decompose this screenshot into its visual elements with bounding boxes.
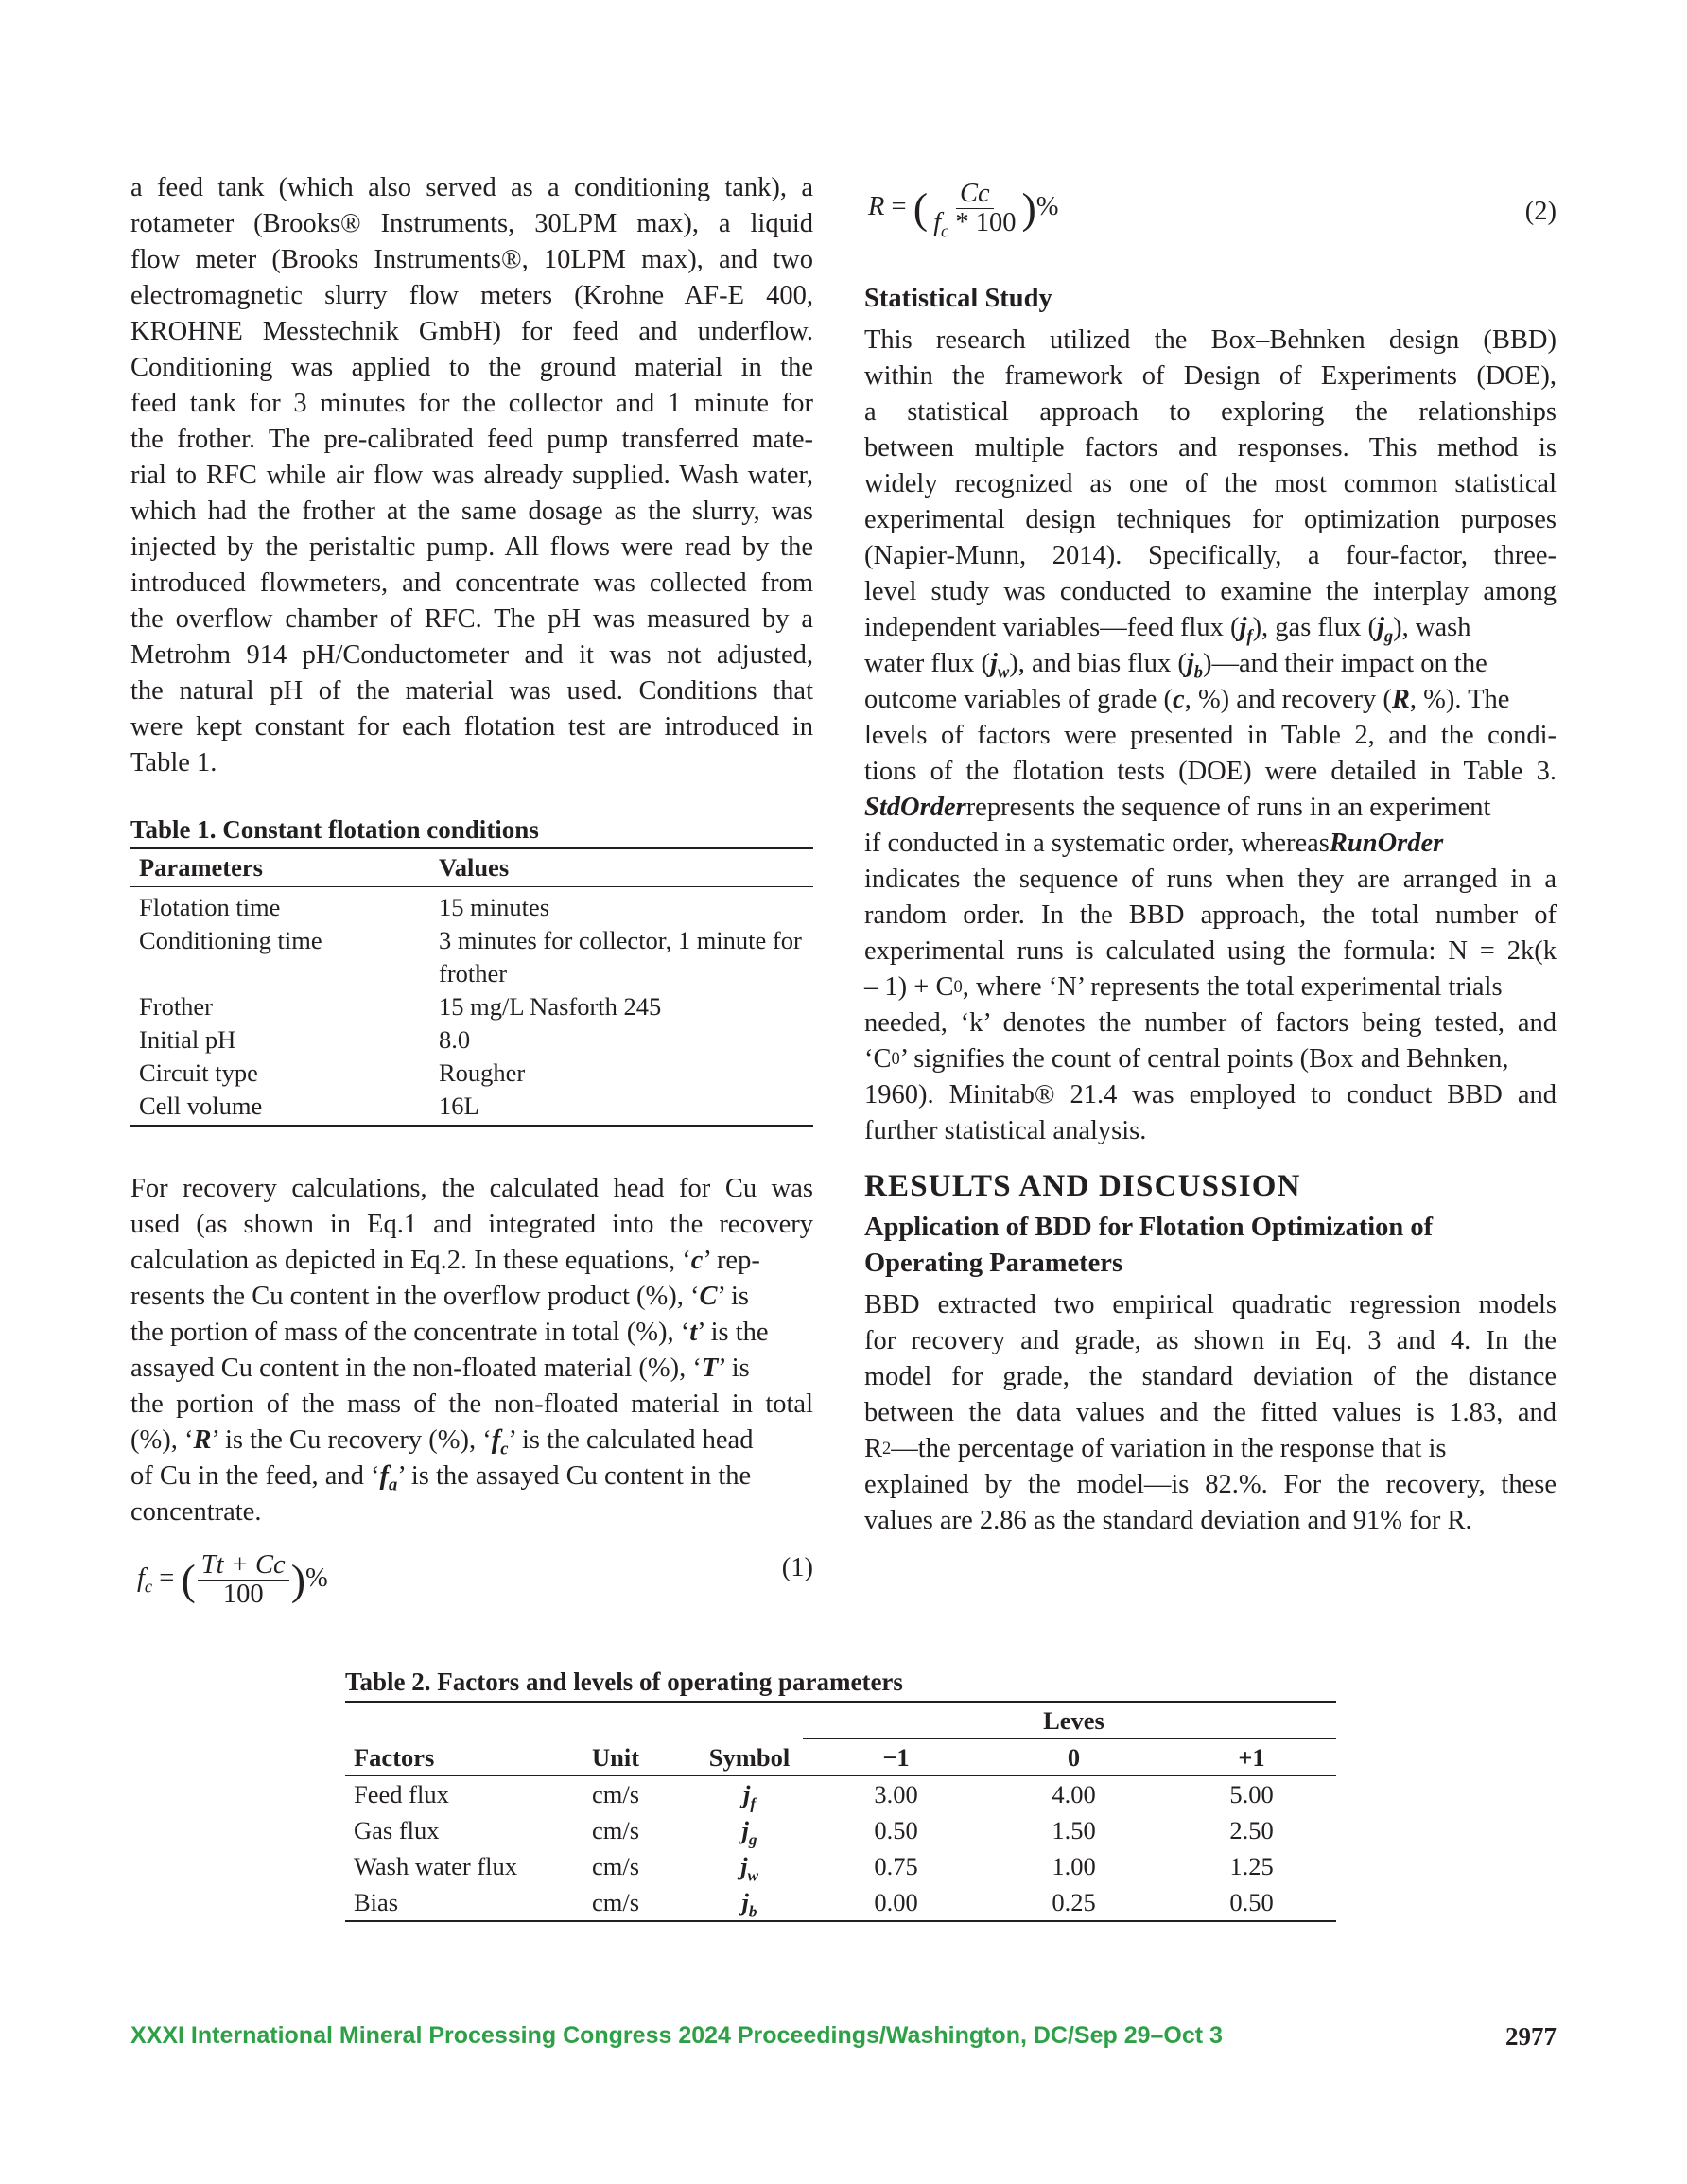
- table-cell: Rougher: [439, 1058, 526, 1087]
- table-cell: 15 minutes: [439, 893, 550, 921]
- table-cell: $j_w$: [740, 1852, 758, 1885]
- text-line: within the framework of Design of Experiments (DOE),: [864, 361, 1557, 391]
- text-span: assayed Cu content in the non-floated material (%), ‘: [130, 1354, 702, 1384]
- table-header-cell: Symbol: [687, 1739, 803, 1776]
- text-line: used (as shown in Eq.1 and integrated into the recovery: [130, 1210, 813, 1239]
- term: StdOrder: [864, 793, 966, 823]
- text-span: resents the Cu content in the overflow product (%), ‘: [130, 1282, 700, 1312]
- text-line: feed tank for 3 minutes for the collector and 1 minute for: [130, 389, 813, 418]
- table-header-cell: Unit: [583, 1739, 687, 1776]
- table-cell: [583, 1702, 687, 1739]
- text-span: calculation as depicted in Eq.2. In these equations, ‘: [130, 1246, 691, 1276]
- table-cell: 3.00: [874, 1780, 918, 1808]
- text-span: ’ is: [718, 1354, 750, 1384]
- table-cell: Frother: [139, 992, 214, 1021]
- text-line: [130, 1279, 813, 1315]
- text-line: needed, ‘k’ denotes the number of factors being tested, and: [864, 1008, 1557, 1038]
- variable: T: [701, 1354, 719, 1384]
- text-line: introduced flowmeters, and concentrate was collected from: [130, 568, 813, 598]
- table-row: [345, 1884, 1336, 1921]
- text-line: experimental runs is calculated using the formula: N = 2k(k: [864, 936, 1557, 966]
- text-line: model for grade, the standard deviation of the distance: [864, 1362, 1557, 1391]
- table-cell: 0.50: [1158, 1884, 1336, 1921]
- text-line: Metrohm 914 pH/Conductometer and it was not adjusted,: [130, 640, 813, 670]
- text-span: ’ is the assayed Cu content in the: [397, 1461, 752, 1492]
- text-line: For recovery calculations, the calculated head for Cu was: [130, 1174, 813, 1203]
- table-cell: 0.00: [803, 1884, 981, 1921]
- table-cell: Flotation time: [139, 893, 281, 921]
- table-header-cell: −1: [803, 1739, 981, 1776]
- table-cell: 15 mg/L Nasforth 245: [439, 992, 662, 1021]
- text-line: [130, 1351, 813, 1387]
- table-cell: Initial pH: [139, 1025, 236, 1054]
- variable: C: [699, 1282, 718, 1312]
- table-row: [130, 887, 813, 925]
- text-line: independent variables—feed flux ( $j_f$ ), gas flux ( $j_g$ ), wash: [864, 610, 1557, 646]
- variable: R: [193, 1425, 212, 1456]
- text-line: injected by the peristaltic pump. All flows were read by the: [130, 533, 813, 562]
- table-cell: 3 minutes for collector, 1 minute for frother: [439, 926, 802, 987]
- table-cell: Wash water flux: [354, 1852, 518, 1880]
- text-span: of Cu in the feed, and ‘: [130, 1461, 380, 1492]
- text-span: ’ is the calculated head: [508, 1425, 754, 1456]
- table-cell: cm/s: [592, 1780, 640, 1808]
- text-line: – 1) + C 0 , where ‘N’ represents the total experimental trials: [864, 972, 1503, 1003]
- text-line: the portion of the mass of the non-floated material in total: [130, 1389, 813, 1419]
- table-cell: $j_f$: [742, 1780, 757, 1813]
- body-paragraph-2: [130, 1171, 813, 1530]
- text-line: indicates the sequence of runs when they are arranged in a: [864, 865, 1557, 894]
- equation-body: $f_c$ = ( $\frac{Tt + Cc}{100}$ )%: [137, 1550, 328, 1609]
- text-line: a feed tank (which also served as a conditioning tank), a: [130, 173, 813, 202]
- table-row: [130, 924, 813, 990]
- variable: $f_c$: [491, 1425, 509, 1459]
- text-line: Conditioning was applied to the ground material in the: [130, 353, 813, 382]
- text-line: StdOrder represents the sequence of runs in an experiment: [864, 790, 1557, 826]
- table-cell: Circuit type: [139, 1058, 258, 1087]
- table-row: [130, 1057, 813, 1090]
- table-cell: 1.25: [1229, 1852, 1274, 1880]
- table-1-caption: Table 1. Constant flotation conditions: [130, 815, 539, 844]
- term: RunOrder: [1329, 829, 1444, 859]
- text-line: widely recognized as one of the most common statistical: [864, 469, 1557, 498]
- variable: $j_g$: [1376, 613, 1394, 647]
- text-line: 1960). Minitab® 21.4 was employed to conduct BBD and: [864, 1080, 1557, 1109]
- text-line: R 2 —the percentage of variation in the response that is: [864, 1434, 1447, 1464]
- equation-1: [137, 1538, 813, 1609]
- text-line: values are 2.86 as the standard deviation and 91% for R.: [864, 1506, 1472, 1536]
- text-line: BBD extracted two empirical quadratic regression models: [864, 1290, 1557, 1319]
- text-span: the portion of mass of the concentrate in total (%), ‘: [130, 1318, 690, 1348]
- table-cell: 0.25: [981, 1884, 1158, 1921]
- text-line: [130, 1423, 813, 1459]
- table-cell: 16L: [430, 1090, 813, 1126]
- text-line: explained by the model—is 82.%. For the recovery, these: [864, 1470, 1557, 1499]
- table-cell: $j_g$: [741, 1816, 757, 1849]
- table-cell: cm/s: [583, 1884, 687, 1921]
- table-2: [345, 1663, 1336, 1922]
- text-line: This research utilized the Box–Behnken design (BBD): [864, 325, 1557, 355]
- text-line: (Napier-Munn, 2014). Specifically, a four-factor, three-: [864, 541, 1557, 570]
- text-line: ‘C 0 ’ signifies the count of central points (Box and Behnken,: [864, 1044, 1509, 1075]
- variable: t: [689, 1318, 698, 1348]
- text-line: outcome variables of grade ( c , %) and recovery ( R , %). The: [864, 685, 1510, 715]
- variable: $j_f$: [1239, 613, 1253, 647]
- table-2-caption: Table 2. Factors and levels of operating parameters: [345, 1668, 903, 1696]
- table-cell: Conditioning time: [139, 926, 322, 954]
- table-cell: 8.0: [439, 1025, 471, 1054]
- equation-number: (2): [1524, 197, 1557, 226]
- text-line: for recovery and grade, as shown in Eq. 3 and 4. In the: [864, 1326, 1557, 1355]
- table-header-cell: +1: [1158, 1739, 1336, 1776]
- text-line: Table 1.: [130, 748, 217, 778]
- text-line: the overflow chamber of RFC. The pH was measured by a: [130, 604, 813, 634]
- table-cell: cm/s: [592, 1852, 640, 1880]
- text-line: between the data values and the fitted values is 1.83, and: [864, 1398, 1557, 1427]
- text-line: were kept constant for each flotation test are introduced in: [130, 712, 813, 742]
- text-line: experimental design techniques for optimization purposes: [864, 505, 1557, 534]
- table-group-header-row: [345, 1702, 1336, 1739]
- table-row: [345, 1776, 1336, 1813]
- table-1: [130, 812, 813, 1127]
- section-heading: RESULTS AND DISCUSSION: [864, 1169, 1301, 1204]
- page-number: 2977: [1505, 2022, 1557, 2051]
- subsection-heading: Application of BDD for Flotation Optimization of: [864, 1213, 1434, 1243]
- text-line: level study was conducted to examine the interplay among: [864, 577, 1557, 606]
- table-row: [345, 1812, 1336, 1848]
- table-cell: Feed flux: [354, 1780, 449, 1808]
- text-line: tions of the flotation tests (DOE) were detailed in Table 3.: [864, 757, 1557, 786]
- table-cell: 5.00: [1229, 1780, 1274, 1808]
- text-line: the frother. The pre-calibrated feed pump transferred mate-: [130, 425, 813, 454]
- body-paragraph-1: [130, 170, 813, 781]
- table-cell: 1.50: [1052, 1816, 1096, 1844]
- table-cell: [345, 1702, 583, 1739]
- table-row: [130, 990, 813, 1023]
- table-cell: 0.50: [874, 1816, 918, 1844]
- section-heading: Statistical Study: [864, 284, 1052, 314]
- subsection-heading: Operating Parameters: [864, 1249, 1123, 1279]
- text-line: [130, 1315, 813, 1351]
- table-row: [130, 1023, 813, 1057]
- table-header-row: [345, 1739, 1336, 1776]
- page-footer: [130, 2022, 1557, 2060]
- table-cell: [687, 1702, 803, 1739]
- table-header-cell: Values: [430, 848, 813, 887]
- table-cell: 0.75: [874, 1852, 918, 1880]
- table-cell: Gas flux: [354, 1816, 440, 1844]
- equation-body: R = ( $\frac{Cc}{f_c * 100}$ )%: [868, 179, 1059, 242]
- equation-number: (1): [781, 1553, 813, 1582]
- table-header-row: [130, 848, 813, 887]
- text-line: levels of factors were presented in Table 2, and the condi-: [864, 721, 1557, 750]
- table-header-cell: Parameters: [130, 848, 430, 887]
- table-cell: 1.00: [1052, 1852, 1096, 1880]
- text-span: (%), ‘: [130, 1425, 194, 1456]
- conference-title: XXXI International Mineral Processing Congress 2024 Proceedings/Washington, DC/Sep 29–Oct 3: [130, 2022, 1223, 2049]
- text-line: water flux ( $j_w$ ), and bias flux ( $j_b$ )—and their impact on the: [864, 646, 1557, 682]
- text-line: the natural pH of the material was used. Conditions that: [130, 676, 813, 706]
- text-span: ’ rep-: [703, 1246, 760, 1276]
- table-cell: 2.50: [1229, 1816, 1274, 1844]
- variable: $j_w$: [989, 649, 1010, 683]
- variable: c: [690, 1246, 704, 1276]
- text-line: random order. In the BBD approach, the total number of: [864, 900, 1557, 930]
- text-span: ’ is the: [697, 1318, 769, 1348]
- variable: $j_b$: [1186, 649, 1203, 683]
- table-group-header: Leves: [803, 1702, 1336, 1739]
- text-line: if conducted in a systematic order, whereas RunOrder: [864, 826, 1557, 862]
- text-line: KROHNE Messtechnik GmbH) for feed and underflow.: [130, 317, 813, 346]
- text-span: ’ is: [717, 1282, 750, 1312]
- right-column: [864, 281, 1557, 1539]
- left-column: [130, 170, 813, 781]
- table-row: [130, 1090, 813, 1126]
- equation-2: [868, 180, 1557, 246]
- text-line: flow meter (Brooks Instruments®, 10LPM max), and two: [130, 245, 813, 274]
- text-line: concentrate.: [130, 1497, 262, 1528]
- text-line: electromagnetic slurry flow meters (Krohne AF-E 400,: [130, 281, 813, 310]
- table-cell: Bias: [345, 1884, 583, 1921]
- variable: $f_a$: [379, 1461, 398, 1495]
- table-cell: $j_b$: [687, 1884, 803, 1921]
- table-cell: 4.00: [1052, 1780, 1096, 1808]
- text-line: [130, 1243, 813, 1279]
- table-cell: Cell volume: [130, 1090, 430, 1126]
- text-line: rial to RFC while air flow was already supplied. Wash water,: [130, 461, 813, 490]
- text-line: a statistical approach to exploring the relationships: [864, 397, 1557, 427]
- text-line: rotameter (Brooks® Instruments, 30LPM max), a liquid: [130, 209, 813, 238]
- text-line: further statistical analysis.: [864, 1116, 1147, 1146]
- text-line: [130, 1459, 813, 1494]
- table-cell: cm/s: [592, 1816, 640, 1844]
- text-line: between multiple factors and responses. This method is: [864, 433, 1557, 463]
- table-header-cell: Factors: [345, 1739, 583, 1776]
- table-header-cell: 0: [981, 1739, 1158, 1776]
- table-row: [345, 1848, 1336, 1884]
- text-line: which had the frother at the same dosage as the slurry, was: [130, 497, 813, 526]
- text-span: ’ is the Cu recovery (%), ‘: [211, 1425, 492, 1456]
